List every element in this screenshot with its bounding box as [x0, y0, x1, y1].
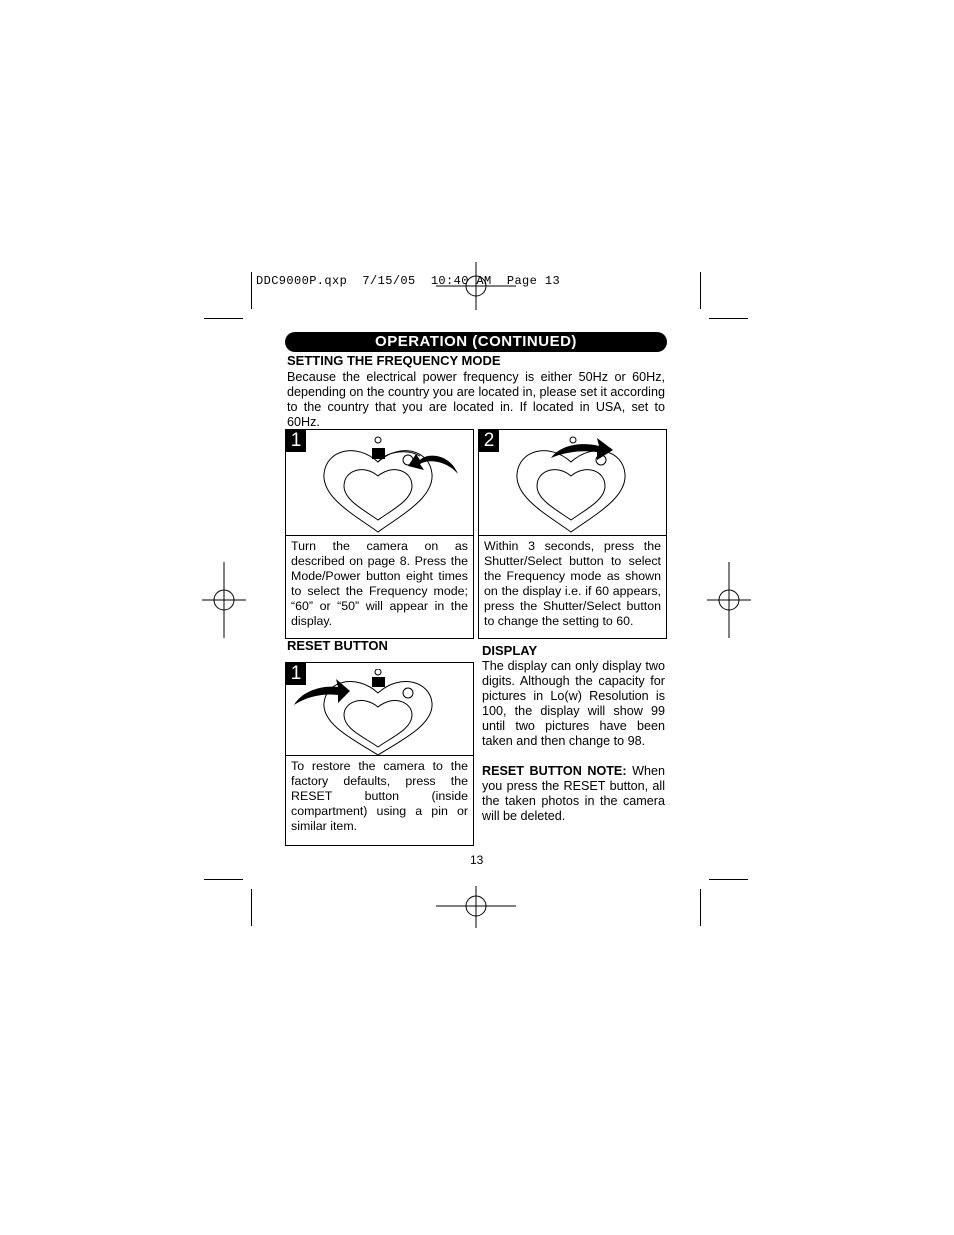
camera-heart-illustration [509, 434, 659, 534]
registration-target-bottom [436, 886, 516, 928]
display-heading: DISPLAY [482, 643, 538, 658]
reset-box [285, 662, 474, 846]
step-box-1 [285, 429, 474, 639]
registration-target-left [202, 562, 246, 638]
step-number-badge: 1 [286, 663, 306, 685]
display-body: The display can only display two digits. Although the capacity for pictures in Lo(w) Resolution is 100, the display will show 99 until two pictures have been taken and then change to 98. [482, 659, 665, 748]
camera-heart-illustration [292, 669, 468, 757]
step-caption: Within 3 seconds, press the Shutter/Select button to select the Frequency mode as shown on the display i.e. if 60 appears, press the Shutter/Select button to change the setting to 60. [484, 539, 661, 628]
reset-note [482, 764, 665, 824]
camera-heart-illustration [316, 434, 466, 534]
page-number: 13 [470, 853, 484, 867]
frequency-body: Because the electrical power frequency is either 50Hz or 60Hz, depending on the country you are located in, please set it according to the country that you are located in. If located in USA, set to 60Hz. [287, 370, 665, 429]
registration-target-right [707, 562, 751, 638]
step-number-badge: 1 [286, 430, 306, 452]
frequency-heading: SETTING THE FREQUENCY MODE [287, 353, 501, 368]
reset-note-label: RESET BUTTON NOTE: [482, 764, 627, 778]
reset-note-body: When you press the RESET button, all the taken photos in the camera will be deleted. [482, 764, 665, 823]
curved-arrow-icon [551, 438, 613, 460]
file-slug: DDC9000P.qxp 7/15/05 10:40 AM Page 13 [256, 274, 561, 288]
reset-caption: To restore the camera to the factory defaults, press the RESET button (inside compartment) using a pin or similar item. [291, 759, 468, 833]
step-caption: Turn the camera on as described on page 8. Press the Mode/Power button eight times to select the Frequency mode; “60” or “50” will appear in the display. [291, 539, 468, 628]
step-box-2 [478, 429, 667, 639]
step-number-badge: 2 [479, 430, 499, 452]
curved-arrow-icon [408, 454, 458, 474]
section-banner: OPERATION (CONTINUED) [285, 332, 667, 352]
reset-heading: RESET BUTTON [287, 638, 388, 653]
